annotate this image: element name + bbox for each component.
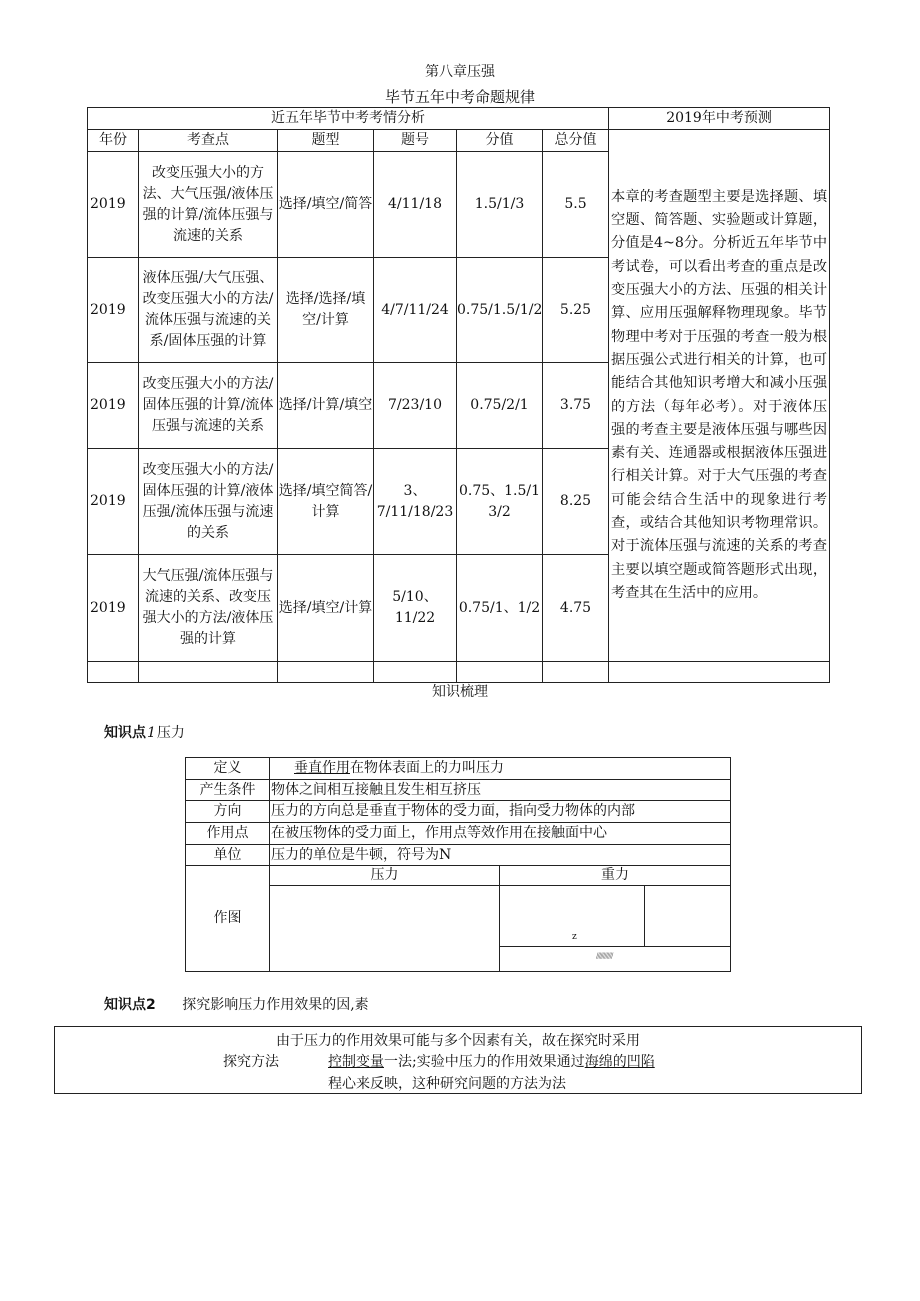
empty-cell	[609, 662, 830, 683]
knowledge-heading: 知识梳理	[432, 684, 488, 700]
total-cell: 8.25	[543, 449, 609, 555]
method-box	[54, 1026, 862, 1094]
method-underlined-1: 控制变量	[328, 1054, 384, 1070]
chapter-title: 第八章压强	[425, 64, 495, 80]
row-label: 作用点	[186, 823, 270, 845]
condition-value: 物体之间相互接触且发生相互挤压	[270, 780, 731, 801]
number-cell: 3、7/11/18/23	[374, 449, 457, 555]
pressure-col-header: 压力	[270, 866, 500, 886]
method-mid: 一法;实验中压力的作用效果通过	[384, 1054, 585, 1070]
total-cell: 5.25	[543, 258, 609, 363]
type-cell: 选择/选择/填空/计算	[278, 258, 374, 363]
total-cell: 4.75	[543, 555, 609, 662]
type-cell: 选择/填空/计算	[278, 555, 374, 662]
kp2-label: 知识点2	[104, 997, 156, 1013]
points-cell: 改变压强大小的方法/固体压强的计算/液体压强/流体压强与流速的关系	[139, 449, 278, 555]
year-cell: 2019	[88, 555, 139, 662]
row-label: 定义	[186, 758, 270, 780]
hatch-surface: ////////////	[596, 952, 613, 960]
type-cell: 选择/填空/简答	[278, 152, 374, 258]
col-header: 年份	[88, 130, 139, 152]
definition-underlined: 垂直作用	[294, 760, 350, 776]
empty-cell	[278, 662, 374, 683]
gravity-drawing-area-2	[645, 886, 731, 947]
row-label: 单位	[186, 845, 270, 866]
method-line-3: 程心来反映，这种研究问题的方法为法	[328, 1076, 566, 1092]
gravity-drawing-base	[500, 947, 731, 972]
score-cell: 1.5/1/3	[457, 152, 543, 258]
drawing-mark-z: z	[572, 932, 577, 942]
number-cell: 5/10、11/22	[374, 555, 457, 662]
definition-rest: 在物体表面上的力叫压力	[350, 760, 504, 776]
gravity-col-header: 重力	[500, 866, 731, 886]
kp1-heading	[104, 722, 185, 742]
empty-cell	[543, 662, 609, 683]
pressure-drawing-area	[270, 886, 500, 972]
year-cell: 2019	[88, 152, 139, 258]
year-cell: 2019	[88, 449, 139, 555]
total-cell: 3.75	[543, 363, 609, 449]
prediction-header: 2019年中考预测	[609, 108, 830, 130]
row-label: 方向	[186, 801, 270, 823]
score-cell: 0.75/1.5/1/2	[457, 258, 543, 363]
kp1-title: 压力	[156, 725, 185, 741]
kp2-heading	[104, 994, 369, 1014]
section-title: 毕节五年中考命题规律	[384, 88, 535, 106]
prediction-text: 本章的考查题型主要是选择题、填空题、简答题、实验题或计算题，分值是4~8分。分析近五年毕节中考试卷，可以看出考查的重点是改变压强大小的方法、压强的相关计算、应用压强解释物理现象。毕节物理中考对于压强的考查一般为根据压强公式进行相关的计算，也可能结合其他知识考增大和减小压强的方法（每年必考）。对于液体压强的考查主要是液体压强与哪些因素有关、连通器或根据液体压强进行相关计算。对于大气压强的考查可能会结合生活中的现象进行考查，或结合其他知识考物理常识。对于流体压强与流速的关系的考查主要以填空题或简答题形式出现，考查其在生活中的应用。	[609, 130, 830, 662]
definition-value	[270, 758, 731, 780]
empty-cell	[374, 662, 457, 683]
exam-analysis-table	[87, 107, 830, 683]
row-label: 作图	[186, 866, 270, 972]
col-header: 考查点	[139, 130, 278, 152]
points-cell: 大气压强/流体压强与流速的关系、改变压强大小的方法/液体压强的计算	[139, 555, 278, 662]
total-cell: 5.5	[543, 152, 609, 258]
points-cell: 液体压强/大气压强、改变压强大小的方法/流体压强与流速的关系/固体压强的计算	[139, 258, 278, 363]
type-cell: 选择/计算/填空	[278, 363, 374, 449]
col-header: 题型	[278, 130, 374, 152]
unit-value: 压力的单位是牛顿，符号为N	[270, 845, 731, 866]
score-cell: 0.75/1、1/2	[457, 555, 543, 662]
kp1-label: 知识点	[104, 725, 146, 741]
method-label: 探究方法	[223, 1054, 279, 1070]
col-header: 总分值	[543, 130, 609, 152]
empty-cell	[457, 662, 543, 683]
method-line-2	[328, 1051, 655, 1071]
number-cell: 7/23/10	[374, 363, 457, 449]
empty-cell	[139, 662, 278, 683]
year-cell: 2019	[88, 258, 139, 363]
score-cell: 0.75/2/1	[457, 363, 543, 449]
direction-value: 压力的方向总是垂直于物体的受力面，指向受力物体的内部	[270, 801, 731, 823]
year-cell: 2019	[88, 363, 139, 449]
score-cell: 0.75、1.5/1 3/2	[457, 449, 543, 555]
points-cell: 改变压强大小的方法、大气压强/液体压强的计算/流体压强与流速的关系	[139, 152, 278, 258]
pressure-table	[185, 757, 731, 972]
col-header: 题号	[374, 130, 457, 152]
points-cell: 改变压强大小的方法/固体压强的计算/流体压强与流速的关系	[139, 363, 278, 449]
number-cell: 4/7/11/24	[374, 258, 457, 363]
analysis-group-header: 近五年毕节中考考情分析	[88, 108, 609, 130]
kp2-title: 探究影响压力作用效果的因,素	[182, 997, 369, 1013]
kp1-num: 1	[147, 725, 156, 741]
number-cell: 4/11/18	[374, 152, 457, 258]
method-underlined-2: 海绵的凹陷	[584, 1054, 655, 1070]
point-value: 在被压物体的受力面上，作用点等效作用在接触面中心	[270, 823, 731, 845]
gravity-drawing-area	[500, 886, 645, 947]
type-cell: 选择/填空简答/计算	[278, 449, 374, 555]
row-label: 产生条件	[186, 780, 270, 801]
table-row	[88, 662, 830, 683]
empty-cell	[88, 662, 139, 683]
col-header: 分值	[457, 130, 543, 152]
method-line-1: 由于压力的作用效果可能与多个因素有关，故在探究时采用	[276, 1033, 640, 1049]
